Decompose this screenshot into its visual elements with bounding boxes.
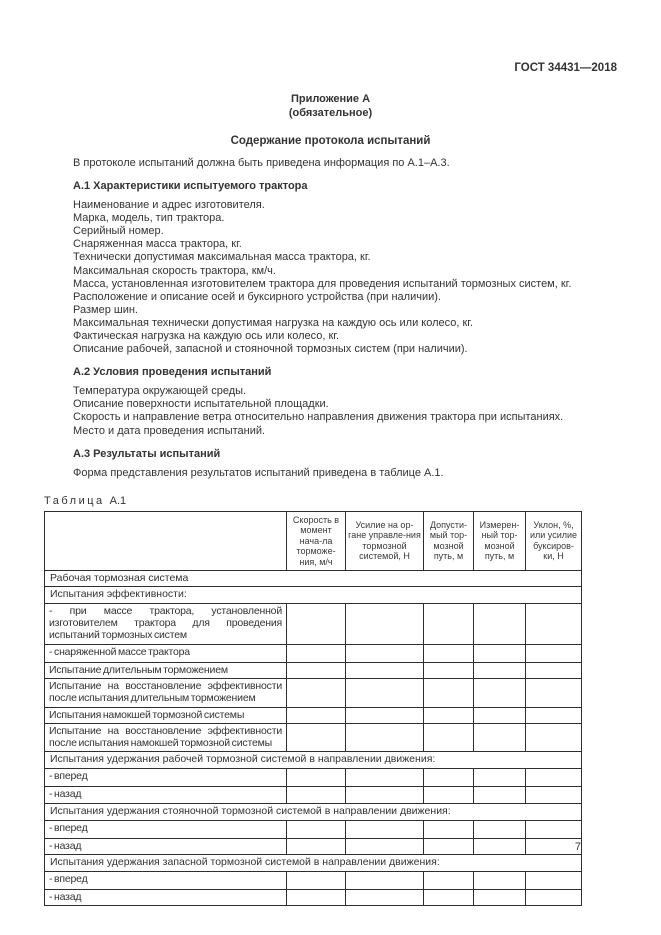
appendix-status: (обязательное) [288,106,373,119]
empty-cell [474,644,526,662]
section-row-label: Испытания эффективности: [45,587,582,603]
empty-cell [474,890,526,906]
row-label: - при массе трактора, установленной изготовителем трактора для проведения испытаний тормозных систем [45,603,287,644]
list-item: Наименование и адрес изготовителя. [73,199,265,212]
empty-cell [424,603,474,644]
empty-cell [424,787,474,803]
table-row [45,662,582,678]
empty-cell [287,644,346,662]
list-item: Место и дата проведения испытаний. [73,424,266,437]
header-cell-allowed-path: Допусти-мый тор-мозной путь, м [424,511,474,571]
empty-cell [474,707,526,723]
empty-cell [287,678,346,707]
empty-cell [346,723,424,752]
list-item: Расположение и описание осей и буксирного устройства (при наличии). [73,290,441,303]
row-label: - назад [45,787,287,803]
empty-cell [287,820,346,838]
table-section-row [45,752,582,769]
header-cell-measured-path: Измерен-ный тор-мозной путь, м [474,511,526,571]
empty-cell [424,820,474,838]
row-label: Испытание длительным торможением [45,662,287,678]
empty-cell [526,644,582,662]
empty-cell [474,678,526,707]
empty-cell [424,890,474,906]
empty-cell [287,707,346,723]
table-row [45,707,582,723]
empty-cell [346,872,424,890]
empty-cell [287,872,346,890]
row-label: Испытания намокшей тормозной системы [45,707,287,723]
empty-cell [346,890,424,906]
table-row [45,678,582,707]
table-row [45,723,582,752]
list-item: Технически допустимая максимальная масса трактора, кг. [73,251,371,264]
empty-cell [346,820,424,838]
empty-cell [526,662,582,678]
list-item: Серийный номер. [73,225,164,238]
section-row-label: Испытания удержания стояночной тормозной системой в направлении движения: [45,803,582,820]
table-row [45,872,582,890]
empty-cell [526,723,582,752]
empty-cell [287,890,346,906]
section-heading-a3: А.3 Результаты испытаний [73,447,221,460]
list-item: Снаряженная масса трактора, кг. [73,238,242,251]
list-item: Описание поверхности испытательной площадки. [73,398,329,411]
list-item: Температура окружающей среды. [73,385,247,398]
empty-cell [424,644,474,662]
empty-cell [424,707,474,723]
table-section-row [45,571,582,587]
page-content [44,0,617,906]
empty-cell [346,707,424,723]
empty-cell [346,769,424,787]
empty-cell [474,820,526,838]
empty-cell [424,769,474,787]
empty-cell [287,769,346,787]
empty-cell [526,890,582,906]
empty-cell [526,872,582,890]
empty-cell [346,603,424,644]
table-row [45,769,582,787]
list-item: Размер шин. [73,303,138,316]
list-item: Форма представления результатов испытаний приведена в таблице А.1. [73,466,444,479]
page-title: Содержание протокола испытаний [230,135,431,147]
empty-cell [424,662,474,678]
empty-cell [346,644,424,662]
section-heading-a1: А.1 Характеристики испытуемого трактора [73,180,308,193]
header-cell-blank [45,511,287,571]
list-item: Максимальная технически допустимая нагрузка на каждую ось или колесо, кг. [73,316,474,329]
table-row [45,890,582,906]
table-row [45,644,582,662]
list-item: Описание рабочей, запасной и стояночной тормозных систем (при наличии). [73,343,468,356]
table-caption-number: А.1 [109,494,127,507]
empty-cell [346,662,424,678]
section-heading-a2: А.2 Условия проведения испытаний [73,366,272,379]
page-number: 7 [574,841,581,853]
list-item: Максимальная скорость трактора, км/ч. [73,264,276,277]
table-caption-word: Таблица [44,494,105,507]
empty-cell [526,769,582,787]
row-label: Испытание на восстановление эффективности после испытания длительным торможением [45,678,287,707]
empty-cell [424,872,474,890]
table-section-row [45,803,582,820]
table-row [45,787,582,803]
doc-code: ГОСТ 34431—2018 [514,62,617,74]
intro-paragraph: В протоколе испытаний должна быть приведена информация по А.1–А.3. [73,157,450,169]
empty-cell [526,707,582,723]
table-caption [44,495,617,507]
section-row-label: Испытания удержания рабочей тормозной системой в направлении движения: [45,752,582,769]
empty-cell [526,787,582,803]
appendix-label: Приложение А [290,93,371,105]
empty-cell [424,678,474,707]
list-item: Масса, установленная изготовителем трактора для проведения испытаний тормозных систем, кг. [73,277,572,290]
empty-cell [474,662,526,678]
row-label: - назад [45,890,287,906]
empty-cell [474,787,526,803]
empty-cell [424,723,474,752]
table-section-row [45,587,582,603]
section-row-label: Испытания удержания запасной тормозной системой в направлении движения: [45,855,582,872]
empty-cell [346,787,424,803]
empty-cell [346,678,424,707]
header-cell-speed: Скорость в момент нача-ла торможе-ния, м/ч [287,511,346,571]
table-header-row [45,511,582,571]
empty-cell [474,723,526,752]
empty-cell [474,872,526,890]
row-label: Испытание на восстановление эффективности после испытания намокшей тормозной системы [45,723,287,752]
empty-cell [526,678,582,707]
table-row [45,820,582,838]
table-row [45,603,582,644]
table-section-row [45,855,582,872]
row-label: - вперед [45,820,287,838]
row-label: - вперед [45,872,287,890]
empty-cell [287,662,346,678]
section-row-label: Рабочая тормозная система [45,571,582,587]
row-label: - снаряженной массе трактора [45,644,287,662]
row-label: - вперед [45,769,287,787]
list-item: Фактическая нагрузка на каждую ось или колесо, кг. [73,330,340,343]
header-cell-slope: Уклон, %, или усилие буксиров-ки, Н [526,511,582,571]
list-item: Скорость и направление ветра относительно направления движения трактора при испытаниях. [73,411,564,424]
list-item: Марка, модель, тип трактора. [73,212,225,225]
empty-cell [474,603,526,644]
empty-cell [526,820,582,838]
empty-cell [287,787,346,803]
row-label: - назад [45,838,287,854]
empty-cell [287,603,346,644]
empty-cell [526,603,582,644]
header-cell-force: Усилие на ор-гане управле-ния тормозной системой, Н [346,511,424,571]
empty-cell [287,723,346,752]
empty-cell [474,769,526,787]
